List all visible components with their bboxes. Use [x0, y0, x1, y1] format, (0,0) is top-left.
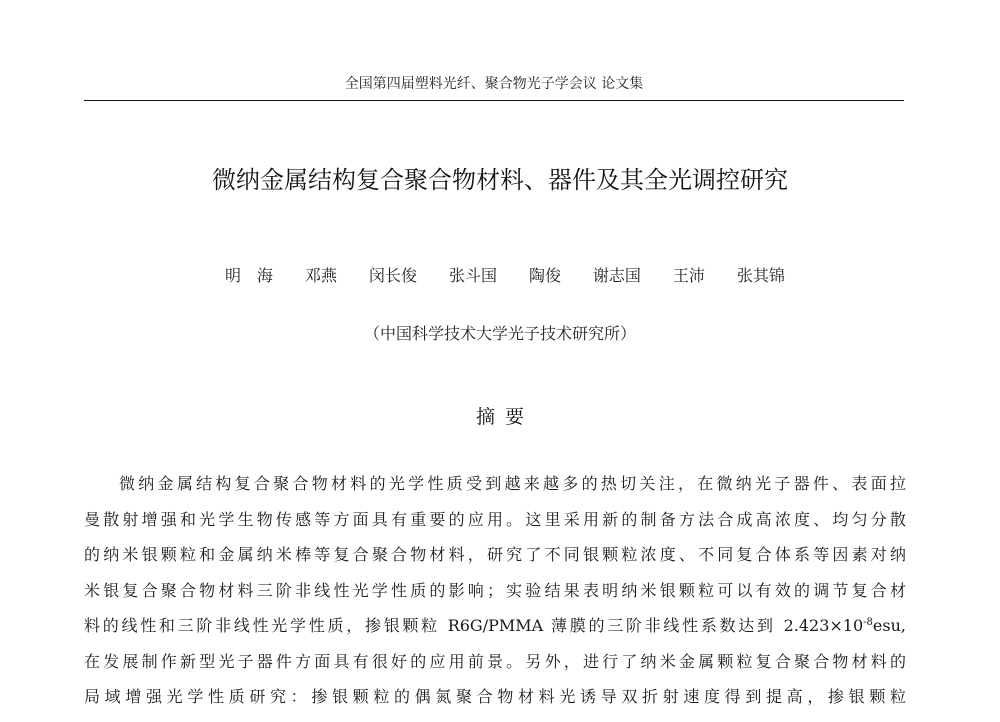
header-rule [84, 100, 904, 101]
abstract-line-with-coefficient [84, 608, 906, 644]
author: 张斗国 [448, 266, 497, 285]
abstract-line: 微纳金属结构复合聚合物材料的光学性质受到越来越多的热切关注，在微纳光子器件、表面拉 [119, 474, 906, 493]
running-header: 全国第四届塑料光纤、聚合物光子学会议 论文集 [344, 76, 644, 92]
abstract-line: 在发展制作新型光子器件方面具有很好的应用前景。另外，进行了纳米金属颗粒复合聚合物材料的 [84, 651, 906, 671]
author: 明 海 [225, 266, 274, 285]
coefficient-text: 料的线性和三阶非线性光学性质，掺银颗粒 R6G/PMMA 薄膜的三阶非线性系数达到 2.423×10 [84, 616, 864, 635]
abstract-line: 曼散射增强和光学生物传感等方面具有重要的应用。这里采用新的制备方法合成高浓度、均匀分散 [84, 509, 906, 529]
author: 闵长俊 [368, 266, 417, 285]
abstract-heading: 摘要 [475, 406, 534, 428]
coefficient-unit: esu, [872, 616, 906, 635]
paper-title: 微纳金属结构复合聚合物材料、器件及其全光调控研究 [212, 166, 788, 194]
abstract-line: 的纳米银颗粒和金属纳米棒等复合聚合物材料，研究了不同银颗粒浓度、不同复合体系等因素对纳 [84, 545, 906, 564]
author: 邓燕 [304, 266, 337, 285]
author: 王沛 [672, 266, 705, 285]
author: 谢志国 [592, 266, 641, 285]
abstract-body [84, 466, 906, 715]
affiliation: （中国科学技术大学光子技术研究所） [363, 324, 636, 343]
abstract-line: 米银复合聚合物材料三阶非线性光学性质的影响；实验结果表明纳米银颗粒可以有效的调节复合材 [84, 580, 906, 600]
author-list [225, 264, 785, 288]
coefficient-exponent: -8 [863, 617, 873, 628]
author: 张其锦 [736, 266, 785, 285]
author: 陶俊 [528, 266, 561, 285]
abstract-line: 局域增强光学性质研究：掺银颗粒的偶氮聚合物材料光诱导双折射速度得到提高，掺银颗粒 [84, 687, 906, 706]
